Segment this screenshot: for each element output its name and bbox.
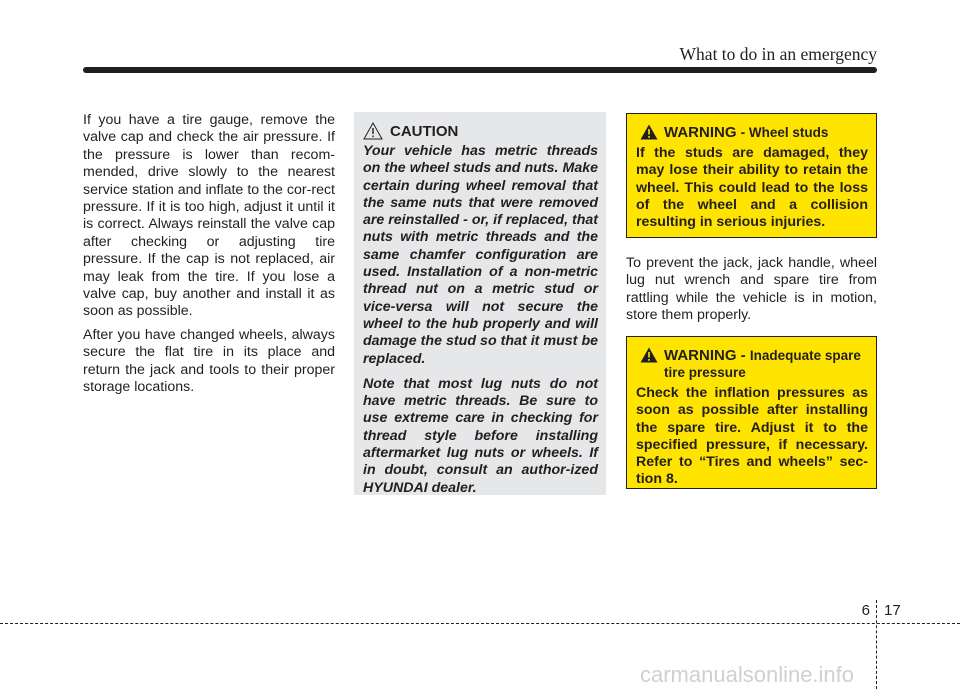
- warning-triangle-icon: [640, 347, 658, 363]
- caution-title: CAUTION: [390, 122, 459, 140]
- warning-text: If the studs are damaged, they may lose their ability to retain the wheel. This could lead to the loss of the wheel and a collision resulting in serious injuries.: [636, 145, 868, 231]
- caution-header: [363, 122, 598, 140]
- caution-triangle-icon: [363, 122, 383, 140]
- warning-label: WARNING -: [664, 347, 746, 364]
- warning-box-spare-tire-pressure: [626, 336, 877, 489]
- warning-header: [636, 347, 868, 381]
- body-paragraph: After you have changed wheels, always secure the flat tire in its place and return the jack and tools to their proper storage locations.: [83, 326, 335, 396]
- footer-rule: [0, 623, 960, 624]
- chapter-number: 6: [861, 602, 870, 619]
- caution-paragraph: Note that most lug nuts do not have metric threads. Be sure to use extreme care in checking for thread style before installing aftermarket lug nuts or wheels. If in doubt, consult an author-ized HYUNDAI dealer.: [363, 375, 598, 496]
- body-paragraph: To prevent the jack, jack handle, wheel lug nut wrench and spare tire from rattling while the vehicle is in motion, store them properly.: [626, 255, 877, 324]
- warning-subtitle: - Wheel studs: [740, 125, 829, 140]
- watermark: carmanualsonline.info: [640, 662, 855, 687]
- left-column: [83, 112, 335, 403]
- header-rule: [83, 67, 877, 73]
- warning-text: Check the inflation pressures as soon as possible after installing the spare tire. Adjust it to the specified pressure, if necessary. Refer to “Tires and wheels” sec-tion 8.: [636, 385, 868, 488]
- warning-box-wheel-studs: [626, 113, 877, 238]
- warning-subtitle: Inadequate spare tire pressure: [664, 348, 861, 380]
- body-paragraph: If you have a tire gauge, remove the valve cap and check the air pressure. If the pressure is lower than recom-mended, drive slowly to the nearest service station and inflate to the cor-rect pressure. If it is too high, adjust it until it is correct. Always reinstall the valve cap after checking or adjusting tire pressure. If the cap is not replaced, air may leak from the tire. If you lose a valve cap, buy another and install it as soon as possible.: [83, 112, 335, 320]
- warning-header: [636, 124, 868, 141]
- caution-paragraph: Your vehicle has metric threads on the wheel studs and nuts. Make certain during wheel removal that the same nuts that were removed are reinstalled - or, if replaced, that nuts with metric threads and the same chamfer configuration are used. Installation of a non-metric thread nut on a metric stud or vice-versa will not secure the wheel to the hub properly and will damage the stud so that it must be replaced.: [363, 143, 598, 367]
- page-header-title: What to do in an emergency: [679, 44, 877, 64]
- caution-box: [354, 112, 606, 495]
- footer-divider: [876, 600, 877, 689]
- right-column-text: [626, 255, 877, 325]
- warning-triangle-icon: [640, 124, 658, 140]
- page-number: 17: [884, 602, 901, 619]
- warning-label: WARNING: [664, 124, 737, 141]
